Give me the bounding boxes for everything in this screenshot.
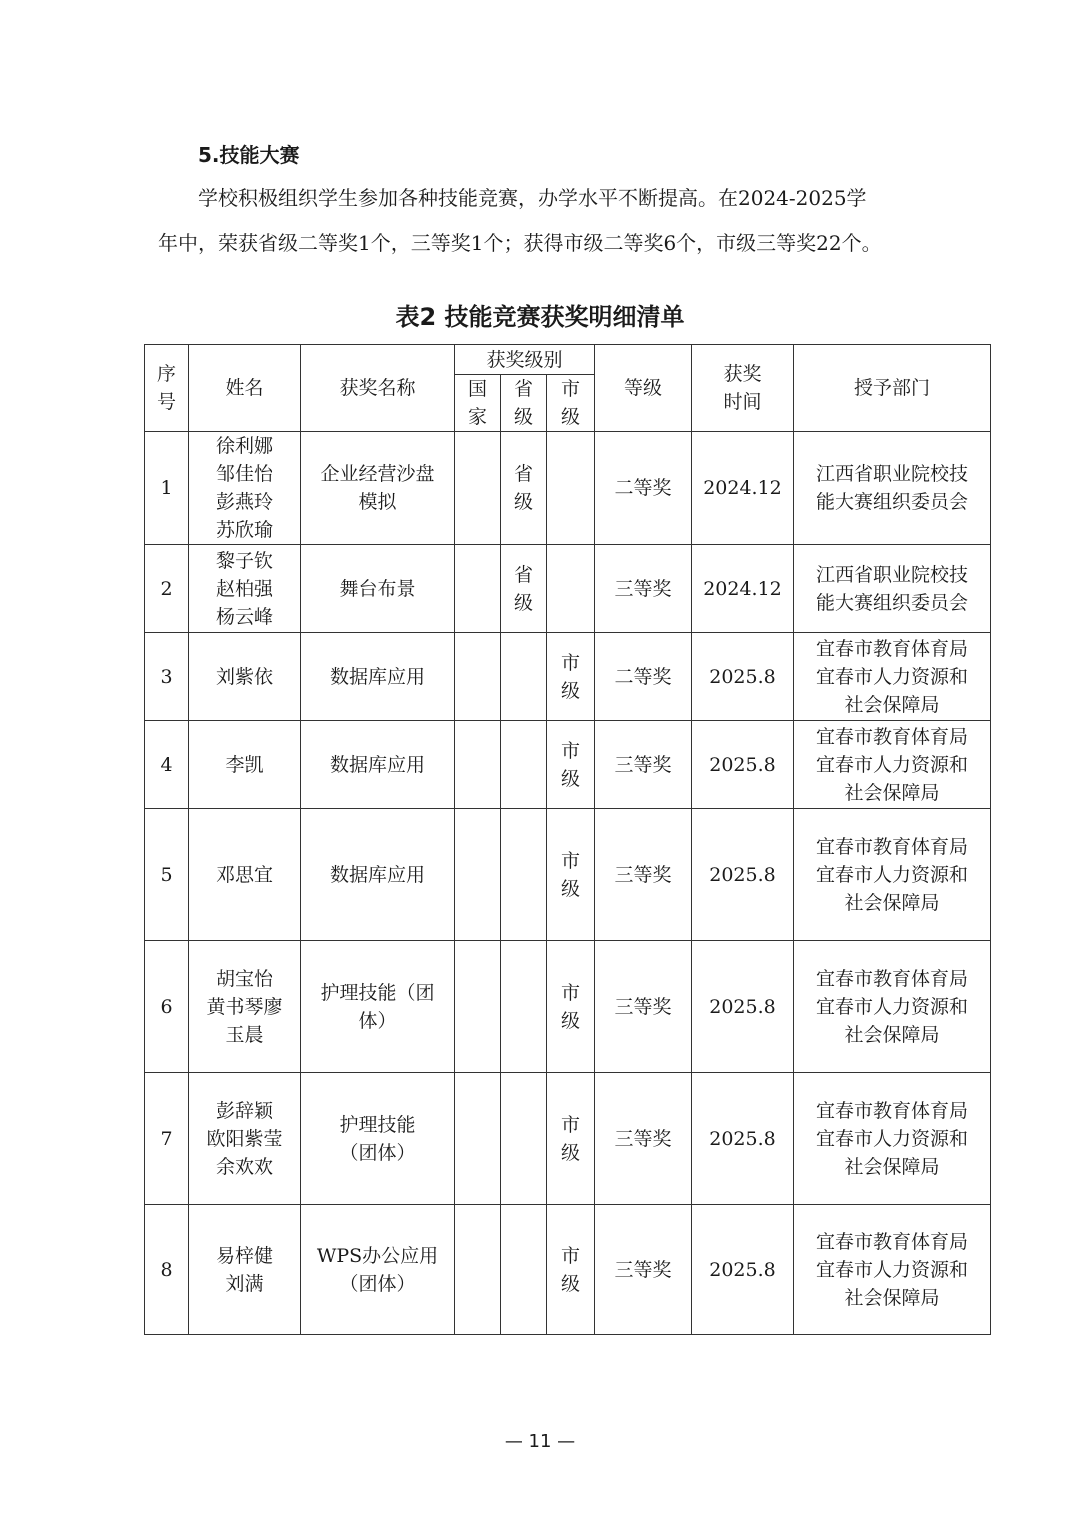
cell-level-national [455,721,501,809]
cell-department: 宜春市教育体育局 宜春市人力资源和 社会保障局 [794,809,991,941]
cell-names: 李凯 [189,721,301,809]
paragraph-line: 学校积极组织学生参加各种技能竞赛，办学水平不断提高。在2024-2025学 [198,186,867,210]
cell-department: 宜春市教育体育局 宜春市人力资源和 社会保障局 [794,941,991,1073]
cell-time: 2025.8 [692,809,794,941]
cell-level-province [501,809,547,941]
cell-level-city [547,432,595,545]
header-name: 姓名 [189,345,301,432]
cell-department: 宜春市教育体育局 宜春市人力资源和 社会保障局 [794,721,991,809]
cell-award-name: 企业经营沙盘 模拟 [301,432,455,545]
cell-award-name: WPS办公应用 （团体） [301,1205,455,1335]
cell-award-name: 数据库应用 [301,809,455,941]
paragraph-line: 年中，荣获省级二等奖1个，三等奖1个；获得市级二等奖6个，市级三等奖22个。 [158,231,882,255]
cell-level-city: 市 级 [547,1073,595,1205]
cell-level-city: 市 级 [547,1205,595,1335]
cell-grade: 二等奖 [595,432,692,545]
cell-names: 邓思宜 [189,809,301,941]
cell-award-name: 数据库应用 [301,633,455,721]
header-grade: 等级 [595,345,692,432]
cell-level-national [455,1205,501,1335]
cell-award-name: 舞台布景 [301,545,455,633]
header-award-name: 获奖名称 [301,345,455,432]
cell-department: 宜春市教育体育局 宜春市人力资源和 社会保障局 [794,633,991,721]
cell-seq: 4 [145,721,189,809]
cell-level-national [455,432,501,545]
awards-table [144,344,991,1335]
cell-grade: 三等奖 [595,809,692,941]
table-row [145,941,991,1073]
cell-seq: 7 [145,1073,189,1205]
cell-level-province [501,941,547,1073]
cell-level-national [455,809,501,941]
cell-level-national [455,941,501,1073]
header-department: 授予部门 [794,345,991,432]
header-level-province: 省 级 [501,375,547,432]
table-title: 表2 技能竞赛获奖明细清单 [395,303,685,331]
cell-level-national [455,1073,501,1205]
cell-grade: 三等奖 [595,721,692,809]
cell-level-city: 市 级 [547,633,595,721]
table-row [145,432,991,545]
cell-award-name: 数据库应用 [301,721,455,809]
cell-level-city: 市 级 [547,941,595,1073]
cell-seq: 6 [145,941,189,1073]
cell-level-national [455,545,501,633]
cell-time: 2024.12 [692,545,794,633]
table-row [145,721,991,809]
cell-level-province: 省 级 [501,545,547,633]
cell-department: 江西省职业院校技 能大赛组织委员会 [794,432,991,545]
table-row [145,1205,991,1335]
header-award-level: 获奖级别 [455,345,595,375]
cell-time: 2024.12 [692,432,794,545]
cell-grade: 三等奖 [595,941,692,1073]
header-level-city: 市 级 [547,375,595,432]
cell-award-name: 护理技能（团 体） [301,941,455,1073]
cell-grade: 三等奖 [595,1073,692,1205]
cell-award-name: 护理技能 （团体） [301,1073,455,1205]
cell-level-province: 省 级 [501,432,547,545]
cell-level-province [501,721,547,809]
cell-department: 宜春市教育体育局 宜春市人力资源和 社会保障局 [794,1073,991,1205]
cell-names: 胡宝怡 黄书琴廖 玉晨 [189,941,301,1073]
table-row [145,545,991,633]
header-time: 获奖 时间 [692,345,794,432]
cell-names: 黎子钦 赵柏强 杨云峰 [189,545,301,633]
cell-level-province [501,1205,547,1335]
cell-seq: 8 [145,1205,189,1335]
page-number: — 11 — [504,1431,576,1452]
cell-names: 刘紫依 [189,633,301,721]
cell-names: 徐利娜 邹佳怡 彭燕玲 苏欣瑜 [189,432,301,545]
cell-level-province [501,633,547,721]
section-paragraph [158,176,918,266]
cell-seq: 2 [145,545,189,633]
cell-names: 彭辞颖 欧阳紫莹 余欢欢 [189,1073,301,1205]
table-row [145,809,991,941]
section-heading: 5.技能大赛 [198,143,300,167]
cell-time: 2025.8 [692,633,794,721]
cell-seq: 3 [145,633,189,721]
header-seq: 序 号 [145,345,189,432]
cell-time: 2025.8 [692,721,794,809]
cell-level-city: 市 级 [547,721,595,809]
cell-level-city: 市 级 [547,809,595,941]
cell-seq: 1 [145,432,189,545]
header-level-national: 国 家 [455,375,501,432]
cell-department: 宜春市教育体育局 宜春市人力资源和 社会保障局 [794,1205,991,1335]
cell-time: 2025.8 [692,1205,794,1335]
cell-level-national [455,633,501,721]
table-row [145,633,991,721]
cell-grade: 二等奖 [595,633,692,721]
cell-time: 2025.8 [692,941,794,1073]
cell-grade: 三等奖 [595,1205,692,1335]
cell-seq: 5 [145,809,189,941]
cell-time: 2025.8 [692,1073,794,1205]
cell-level-province [501,1073,547,1205]
cell-level-city [547,545,595,633]
cell-grade: 三等奖 [595,545,692,633]
table-row [145,1073,991,1205]
cell-names: 易梓健 刘满 [189,1205,301,1335]
cell-department: 江西省职业院校技 能大赛组织委员会 [794,545,991,633]
